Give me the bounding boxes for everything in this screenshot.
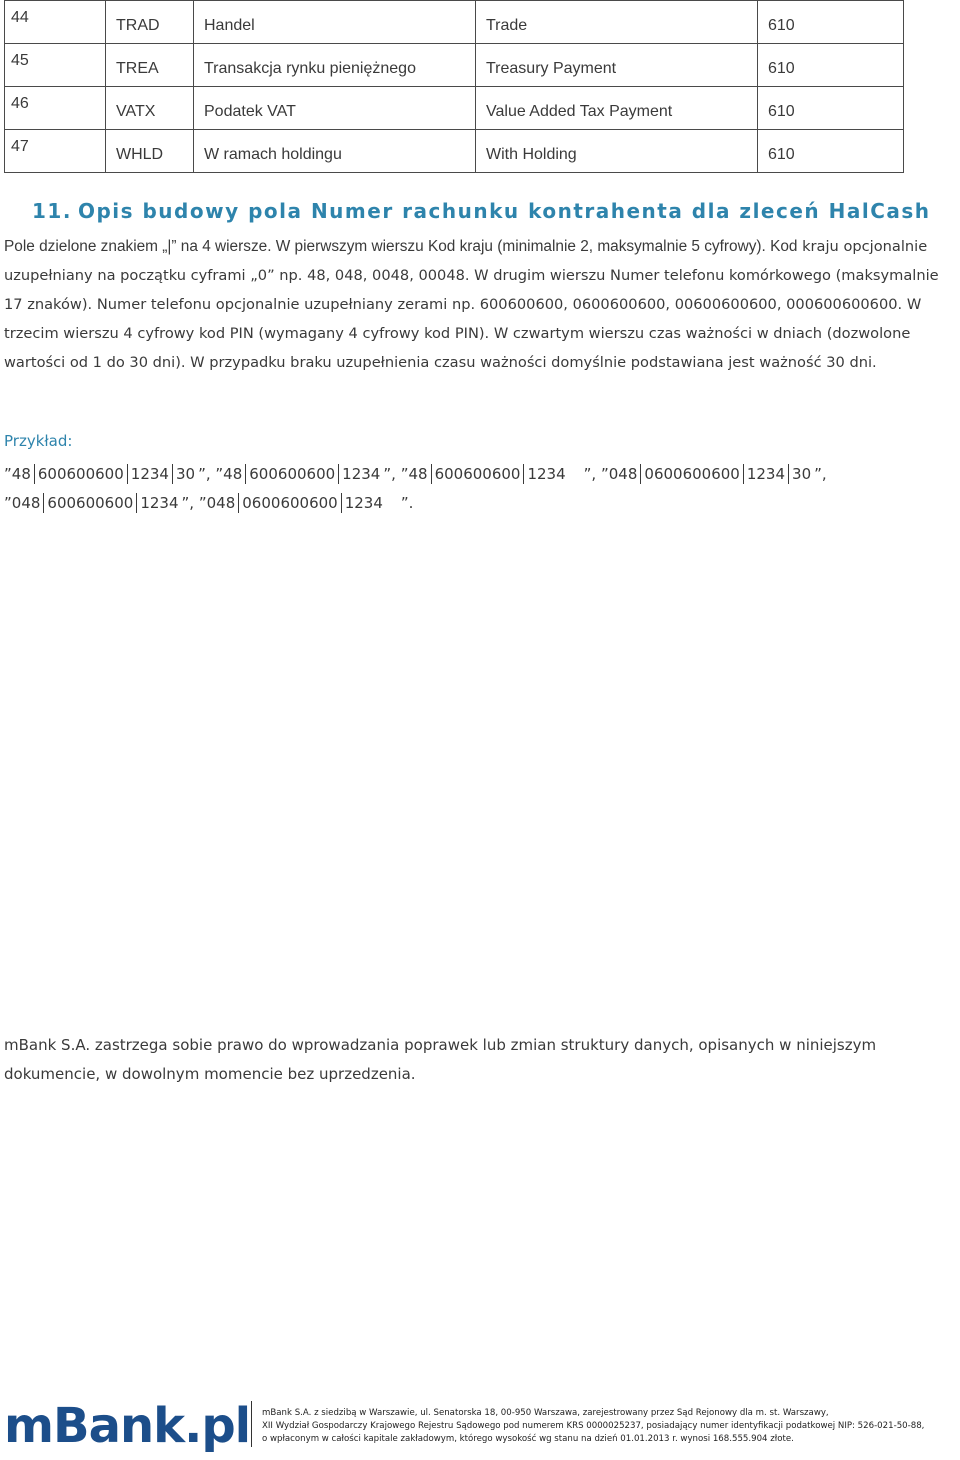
row-value: 610 — [758, 87, 904, 130]
example-segment: 048 — [608, 465, 638, 483]
row-english-name: Value Added Tax Payment — [476, 87, 758, 130]
example-value — [215, 465, 396, 483]
example-quote-open: ” — [4, 494, 12, 512]
table-row — [5, 87, 904, 130]
example-segment: 1234 — [338, 464, 383, 484]
example-segment: 0600600600 — [640, 464, 742, 484]
footer-legal-text — [262, 1407, 924, 1446]
row-polish-name: Transakcja rynku pieniężnego — [194, 44, 476, 87]
example-segment: 48 — [223, 465, 243, 483]
example-quote-close: ”, — [198, 465, 211, 483]
example-value — [4, 465, 211, 483]
row-polish-name: W ramach holdingu — [194, 130, 476, 173]
row-value: 610 — [758, 130, 904, 173]
transaction-code-table — [4, 0, 904, 173]
example-quote-open: ” — [215, 465, 224, 483]
section-heading — [32, 199, 931, 223]
table-row — [5, 1, 904, 44]
footer-line-3: o wpłaconym w całości kapitale zakładowym, którego wysokość wg stanu na dzień 01.01.2013 r. wynosi 168.555.904 złote. — [262, 1434, 794, 1444]
example-quote-open: ” — [4, 465, 12, 483]
example-quote-open: ” — [198, 494, 207, 512]
example-segment: 600600600 — [431, 464, 524, 484]
description-intro: Pole dzielone znakiem „|” na 4 wiersze. W pierwszym wierszu Kod kraju (minimalnie 2, maksymalnie 5 cyfrowy). Kod — [4, 238, 798, 255]
example-quote-close: ”. — [400, 494, 414, 512]
footer-divider — [251, 1401, 252, 1447]
example-quote-close: ”, — [383, 465, 396, 483]
example-line — [4, 489, 958, 518]
table-body — [5, 1, 904, 173]
row-number: 45 — [5, 44, 106, 87]
row-english-name: Treasury Payment — [476, 44, 758, 87]
section-number: 11. — [32, 199, 72, 223]
example-segment: 30 — [788, 464, 814, 484]
row-code: VATX — [106, 87, 194, 130]
example-quote-close: ”, — [583, 465, 597, 483]
example-segment: 600600600 — [245, 464, 338, 484]
example-segment: 0600600600 — [238, 493, 340, 513]
row-value: 610 — [758, 44, 904, 87]
example-segment: 048 — [206, 494, 236, 512]
example-value — [4, 494, 194, 512]
row-code: WHLD — [106, 130, 194, 173]
example-segment: 048 — [11, 494, 41, 512]
footer-line-1: mBank S.A. z siedzibą w Warszawie, ul. Senatorska 18, 00-950 Warszawa, zarejestrowany przez Sąd Rejonowy dla m. st. Warszawy, — [262, 1408, 829, 1418]
row-number: 47 — [5, 130, 106, 173]
example-value — [401, 465, 597, 483]
example-quote-close: ”, — [181, 494, 195, 512]
description-paragraph — [4, 232, 958, 377]
disclaimer: mBank S.A. zastrzega sobie prawo do wprowadzania poprawek lub zmian struktury danych, opisanych w niniejszym dokumencie, w dowolnym momencie bez uprzedzenia. — [4, 1036, 877, 1083]
mbank-logo: mBank.pl — [4, 1398, 251, 1454]
row-code: TREA — [106, 44, 194, 87]
row-number: 44 — [5, 1, 106, 44]
example-line — [4, 460, 958, 489]
row-english-name: With Holding — [476, 130, 758, 173]
footer-line-2: XII Wydział Gospodarczy Krajowego Rejestru Sądowego pod numerem KRS 0000025237, posiadający numer identyfikacji podatkowej NIP: 526-021-50-88, — [262, 1421, 925, 1431]
example-quote-open: ” — [400, 465, 409, 483]
section-title: Opis budowy pola Numer rachunku kontrahenta dla zleceń HalCash — [77, 199, 931, 223]
row-polish-name: Podatek VAT — [194, 87, 476, 130]
example-segment: 1234 — [743, 464, 788, 484]
example-segment: 30 — [172, 464, 198, 484]
example-label: Przykład: — [4, 432, 73, 450]
row-polish-name: Handel — [194, 1, 476, 44]
example-segment: 1234 — [341, 493, 386, 513]
row-number: 46 — [5, 87, 106, 130]
example-quote-open: ” — [600, 465, 609, 483]
example-quote-close: ”, — [814, 465, 827, 483]
description-body: kraju opcjonalnie uzupełniany na początku cyframi „0” np. 48, 048, 0048, 00048. W drugim wierszu Numer telefonu komórkowego (maksymalnie 17 znaków). Numer telefonu opcjonalnie uzupełniany zerami np. 600600600, 0600600600, 00600600600, 000600600600. W trzecim wierszu 4 cyfrowy kod PIN (wymagany 4 cyfrowy kod PIN). W czwartym wierszu czas ważności w dniach (dozwolone wartości od 1 do 30 dni). W przypadku braku uzupełnienia czasu ważności domyślnie podstawiana jest ważność 30 dni. — [4, 238, 939, 371]
example-segment: 600600600 — [34, 464, 127, 484]
row-code: TRAD — [106, 1, 194, 44]
row-english-name: Trade — [476, 1, 758, 44]
example-value — [601, 465, 827, 483]
row-value: 610 — [758, 1, 904, 44]
example-segment: 1234 — [136, 493, 181, 513]
example-segment: 600600600 — [43, 493, 136, 513]
example-values — [4, 460, 958, 518]
table-row — [5, 130, 904, 173]
example-value — [199, 494, 414, 512]
example-segment: 48 — [408, 465, 428, 483]
example-segment: 1234 — [127, 464, 172, 484]
example-segment: 1234 — [523, 464, 568, 484]
example-segment: 48 — [11, 465, 31, 483]
table-row — [5, 44, 904, 87]
